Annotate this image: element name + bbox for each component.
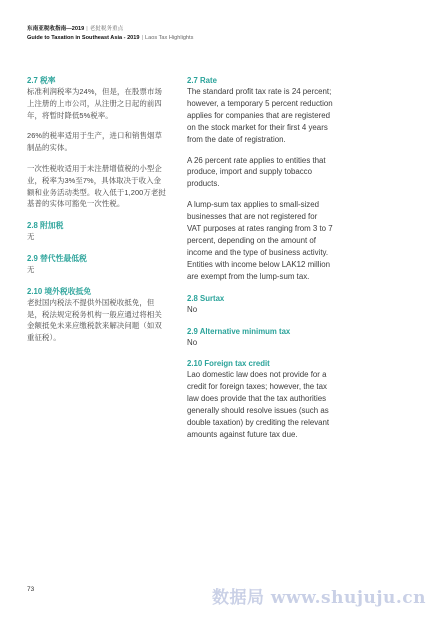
header-title-en: Guide to Taxation in Southeast Asia - 2019	[27, 35, 140, 41]
page-number: 73	[27, 586, 35, 593]
section-surtax-en	[187, 293, 333, 316]
header-title-cn: 东南亚税收指南	[27, 26, 67, 32]
heading-ftc-en: 2.10 Foreign tax credit	[187, 359, 270, 369]
heading-rate-en: 2.7 Rate	[187, 76, 217, 85]
heading-rate-cn: 2.7 税率	[27, 76, 56, 85]
heading-ftc-cn: 2.10 境外税收抵免	[27, 286, 92, 296]
section-surtax-cn	[27, 220, 167, 243]
heading-surtax-cn: 2.8 附加税	[27, 221, 64, 231]
paragraph-amt-en: No	[187, 337, 198, 347]
page-header	[27, 25, 417, 43]
paragraph-rate-1-cn: 标准利润税率为24%，但是，在股票市场上注册的上市公司，从注册之日起的前四年，将暂时降低5%税率。	[27, 87, 162, 120]
section-ftc-cn	[27, 286, 167, 344]
header-line-en: Guide to Taxation in Southeast Asia - 2019 | Laos Tax Highlights	[27, 35, 194, 41]
left-column-chinese	[27, 75, 167, 354]
header-subtitle-en: Laos Tax Highlights	[144, 35, 194, 41]
paragraph-surtax-cn: 无	[27, 232, 35, 242]
section-amt-cn	[27, 253, 167, 276]
paragraph-rate-1-en: The standard profit tax rate is 24 percent; however, a temporary 5 percent reduction applies for companies that are registered on the stock market for their first 4 years from the date of registration.	[187, 87, 333, 144]
header-year-cn: —2019	[66, 26, 85, 32]
section-ftc-en	[187, 358, 333, 440]
section-rate-cn	[27, 75, 167, 210]
paragraph-ftc-cn: 老挝国内税法不提供外国税收抵免，但是，税法规定税务机构一般应通过将相关金额抵免未来应缴税款来解决问题（如双重征税）。	[27, 297, 162, 343]
heading-surtax-en: 2.8 Surtax	[187, 293, 225, 303]
paragraph-rate-2-cn: 26%的税率适用于生产，进口和销售烟草制品的实体。	[27, 131, 162, 153]
paragraph-amt-cn: 无	[27, 264, 35, 274]
header-subtitle-cn: 老挝税务重点	[89, 26, 124, 32]
heading-amt-cn: 2.9 替代性最低税	[27, 253, 87, 263]
paragraph-surtax-en: No	[187, 304, 198, 314]
paragraph-ftc-en: Lao domestic law does not provide for a credit for foreign taxes; however, the tax law does provide that the tax authorities generally should resolve issues (such as double taxation) by crediting the relevant amounts against future tax due.	[187, 370, 330, 439]
right-column-english	[187, 75, 333, 451]
header-line-cn: 东南亚税收指南—2019 | 老挝税务重点	[27, 26, 124, 32]
section-rate-en	[187, 75, 333, 283]
paragraph-rate-3-en: A lump-sum tax applies to small-sized businesses that are not registered for VAT purposes at rates ranging from 3 to 7 percent, depending on the amount of income and the type of business activity. Entities with income below LAK12 million are exempt from the lump-sum tax.	[187, 200, 333, 281]
section-amt-en	[187, 326, 333, 349]
paragraph-rate-3-cn: 一次性税收适用于未注册增值税的小型企业，税率为3%至7%，具体取决于收入金额和业务活动类型。收入低于1,200万老挝基普的实体可豁免一次性税。	[27, 163, 166, 209]
paragraph-rate-2-en: A 26 percent rate applies to entities that produce, import and supply tobacco products.	[187, 155, 326, 189]
watermark: 数据局 www.shujuju.cn	[212, 588, 426, 608]
heading-amt-en: 2.9 Alternative minimum tax	[187, 326, 291, 336]
